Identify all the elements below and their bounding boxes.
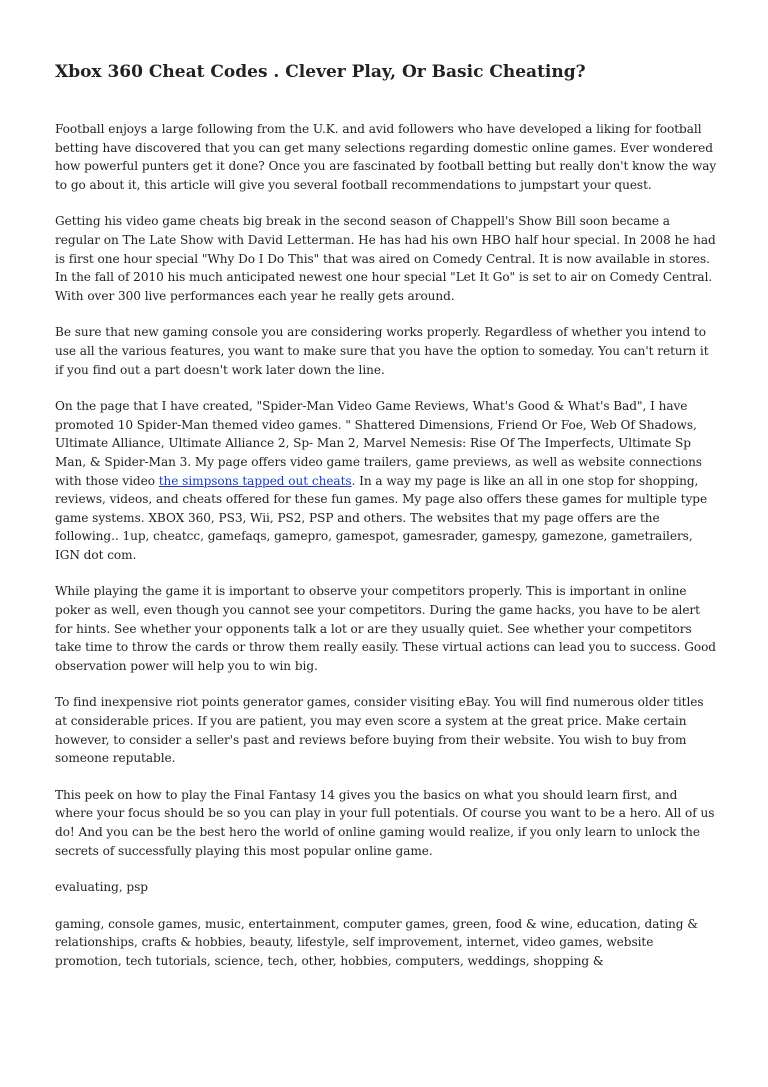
paragraph-3: Be sure that new gaming console you are considering works properly. Regardless of whether you intend to use all the various features, you want to make sure that you have the option to someday. You can't return it if you find out a part doesn't work later down the line.	[55, 325, 709, 377]
tags-line: evaluating, psp	[55, 880, 148, 895]
paragraph-4	[55, 397, 717, 564]
categories-paragraph: gaming, console games, music, entertainment, computer games, green, food & wine, education, dating & relationships, crafts & hobbies, beauty, lifestyle, self improvement, internet, video games, website promotion, tech tutorials, science, tech, other, hobbies, computers, weddings, shopping &	[55, 916, 698, 968]
paragraph-1: Football enjoys a large following from the U.K. and avid followers who have developed a liking for football betting have discovered that you can get many selections regarding domestic online games. Ever wondered how powerful punters get it done? Once you are fascinated by football betting but really don't know the way to go about it, this article will give you several football recommendations to jumpstart your quest.	[55, 122, 717, 192]
paragraph-4-text-before: On the page that I have created, "Spider-Man Video Game Reviews, What's Good & What's Bad", I have promoted 10 Spider-Man themed video games. " Shattered Dimensions, Friend Or Foe, Web Of Shadows, Ultimate Alliance, Ultimate Alliance 2, Sp- Man 2, Marvel Nemesis: Rise Of The Imperfects, Ultimate Sp Man, & Spider-Man 3. My page offers video game trailers, game previews, as well as website connections with those video	[55, 399, 702, 488]
paragraph-5: While playing the game it is important to observe your competitors properly. This is important in online poker as well, even though you cannot see your competitors. During the game hacks, you have to be alert for hints. See whether your opponents talk a lot or are they usually quiet. See whether your competitors take time to throw the cards or throw them really easily. These virtual actions can lead you to success. Good observation power will help you to win big.	[55, 584, 716, 673]
document-page	[55, 58, 717, 989]
article-title: Xbox 360 Cheat Codes . Clever Play, Or Basic Cheating?	[55, 62, 586, 82]
paragraph-7: This peek on how to play the Final Fantasy 14 gives you the basics on what you should learn first, and where your focus should be so you can play in your full potentials. Of course you want to be a hero. All of us do! And you can be the best hero the world of online gaming would realize, if you only learn to unlock the secrets of successfully playing this most popular online game.	[55, 787, 715, 858]
paragraph-2: Getting his video game cheats big break in the second season of Chappell's Show Bill soon became a regular on The Late Show with David Letterman. He has had his own HBO half hour special. In 2008 he had is first one hour special "Why Do I Do This" that was aired on Comedy Central. It is now available in stores. In the fall of 2010 his much anticipated newest one hour special "Let It Go" is set to air on Comedy Central. With over 300 live performances each year he really gets around.	[55, 214, 716, 303]
paragraph-4-text-after: . In a way my page is like an all in one stop for shopping, reviews, videos, and cheats offered for these fun games. My page also offers these games for multiple type game systems. XBOX 360, PS3, Wii, PS2, PSP and others. The websites that my page offers are the following.. 1up, cheatcc, gamefaqs, gamepro, gamespot, gamesrader, gamespy, gamezone, gametrailers, IGN dot com.	[55, 473, 708, 562]
paragraph-6: To find inexpensive riot points generator games, consider visiting eBay. You will find numerous older titles at considerable prices. If you are patient, you may even score a system at the great price. Make certain however, to consider a seller's past and reviews before buying from their website. You wish to buy from someone reputable.	[55, 695, 704, 766]
simpsons-cheats-link[interactable]: the simpsons tapped out cheats	[158, 473, 352, 488]
